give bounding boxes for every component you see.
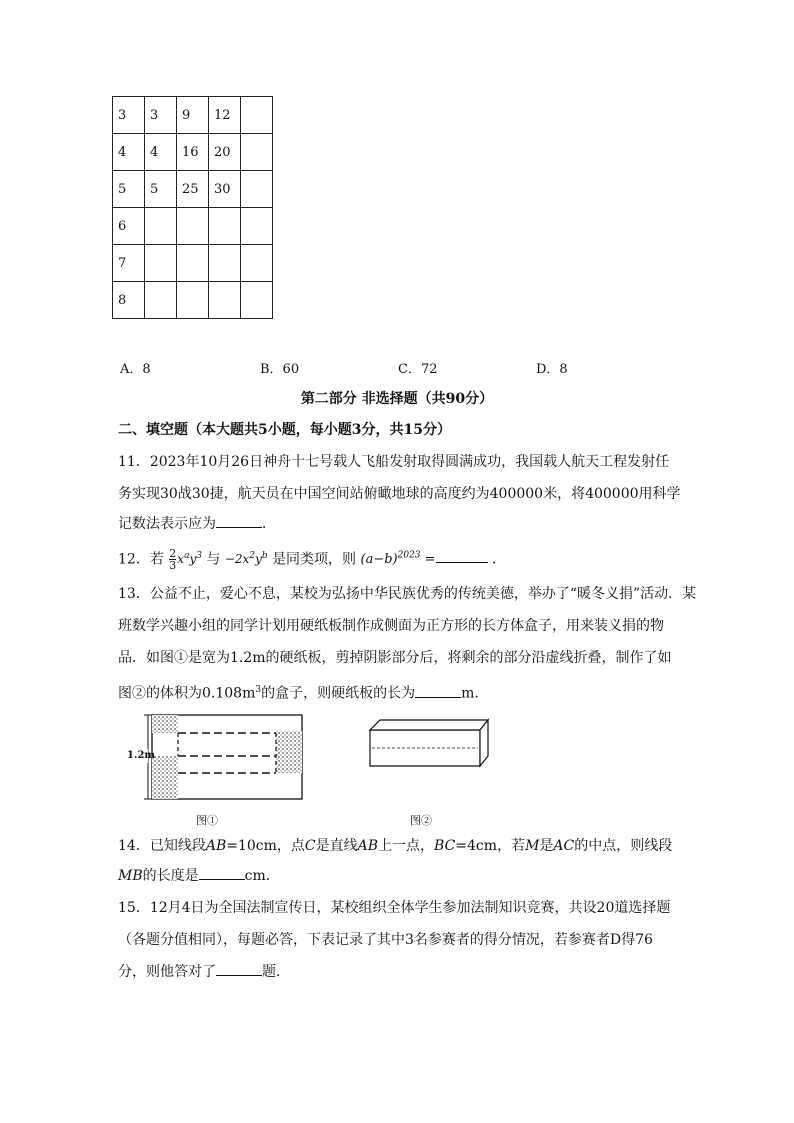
q14-line2: MB的长度是 cm． bbox=[118, 868, 280, 884]
table-cell bbox=[177, 208, 209, 245]
table-cell bbox=[145, 282, 177, 319]
table-cell bbox=[241, 134, 273, 171]
table-cell: 25 bbox=[177, 171, 209, 208]
table-cell: 3 bbox=[145, 97, 177, 134]
table-cell bbox=[209, 245, 241, 282]
fig2-caption: 图② bbox=[410, 814, 432, 827]
table-cell: 4 bbox=[145, 134, 177, 171]
figure2-box bbox=[366, 710, 490, 774]
table-cell: 9 bbox=[177, 97, 209, 134]
fig1-caption: 图① bbox=[196, 814, 218, 827]
q13-line3: 品．如图①是宽为1.2m的硬纸板，剪掉阴影部分后，将剩余的部分沿虚线折叠，制作了如 bbox=[118, 650, 672, 666]
table-row bbox=[113, 245, 273, 282]
choice-a: A．8 bbox=[120, 362, 151, 377]
choice-c: C．72 bbox=[398, 362, 438, 377]
q11-blank[interactable] bbox=[216, 515, 262, 528]
choice-b: B．60 bbox=[260, 362, 300, 377]
fig1-dimension-label: 1.2m bbox=[127, 750, 155, 761]
number-table bbox=[112, 96, 273, 319]
table-row bbox=[113, 282, 273, 319]
q12-line: 12．若 $\frac{2}{3}$ $x^ay^3$ 与 $-2x^2y^b$ 是同类项，则 $(a-b)^{2023}$ = ． bbox=[118, 546, 507, 572]
q12-term1: $\frac{2}{3}$ bbox=[169, 546, 177, 572]
table-cell bbox=[209, 208, 241, 245]
table-cell bbox=[241, 282, 273, 319]
q13-blank[interactable] bbox=[415, 685, 461, 698]
table-cell bbox=[177, 245, 209, 282]
table-cell: 12 bbox=[209, 97, 241, 134]
q11-line3: 记数法表示应为 ． bbox=[118, 516, 276, 532]
q12-blank[interactable] bbox=[436, 550, 488, 563]
table-row bbox=[113, 134, 273, 171]
q13-line1: 13．公益不止，爱心不息，某校为弘扬中华民族优秀的传统美德，举办了“暖冬义捐”活动．某 bbox=[118, 586, 697, 602]
table-row bbox=[113, 171, 273, 208]
q15-line2: （各题分值相同），每题必答，下表记录了其中3名参赛者的得分情况，若参赛者D得76 bbox=[118, 932, 653, 948]
table-cell bbox=[177, 282, 209, 319]
q14-line1: 14．已知线段AB=10cm，点C是直线AB上一点，BC=4cm，若M是AC的中点，则线段 bbox=[118, 838, 673, 854]
part2-title: 第二部分 非选择题（共90分） bbox=[300, 391, 494, 407]
table-cell bbox=[145, 245, 177, 282]
table-cell bbox=[209, 282, 241, 319]
table-cell bbox=[241, 208, 273, 245]
table-cell: 20 bbox=[209, 134, 241, 171]
table-cell: 6 bbox=[113, 208, 145, 245]
q15-line3: 分，则他答对了 题． bbox=[118, 964, 290, 980]
table-cell bbox=[145, 208, 177, 245]
table-cell bbox=[241, 97, 273, 134]
table-cell: 4 bbox=[113, 134, 145, 171]
q15-blank[interactable] bbox=[216, 963, 262, 976]
table-cell: 3 bbox=[113, 97, 145, 134]
table-row bbox=[113, 208, 273, 245]
section2-title: 二、填空题（本大题共5小题，每小题3分，共15分） bbox=[118, 422, 451, 438]
q13-line2: 班数学兴趣小组的同学计划用硬纸板制作成侧面为正方形的长方体盒子，用来装义捐的物 bbox=[118, 618, 664, 634]
table-cell: 5 bbox=[145, 171, 177, 208]
q12-term2: $-2x^2y^b$ bbox=[224, 551, 268, 567]
table-cell: 5 bbox=[113, 171, 145, 208]
q14-blank[interactable] bbox=[199, 867, 245, 880]
table-cell bbox=[241, 171, 273, 208]
table-cell: 8 bbox=[113, 282, 145, 319]
table-cell bbox=[241, 245, 273, 282]
q11-line2: 务实现30战30捷，航天员在中国空间站俯瞰地球的高度约为400000米，将400000用科学 bbox=[118, 486, 681, 502]
q15-line1: 15．12月4日为全国法制宣传日，某校组织全体学生参加法制知识竞赛，共设20道选择题 bbox=[118, 900, 671, 916]
choice-d: D．8 bbox=[536, 362, 568, 377]
q12-expression: $(a-b)^{2023}$ = bbox=[360, 551, 436, 568]
q13-line4: 图②的体积为$0.108m^3$的盒子，则硬纸板的长为 m． bbox=[118, 685, 489, 702]
table-cell: 16 bbox=[177, 134, 209, 171]
table-cell: 7 bbox=[113, 245, 145, 282]
q11-line1: 11．2023年10月26日神舟十七号载人飞船发射取得圆满成功，我国载人航天工程发射任 bbox=[118, 454, 670, 470]
table-cell: 30 bbox=[209, 171, 241, 208]
table-row bbox=[113, 97, 273, 134]
